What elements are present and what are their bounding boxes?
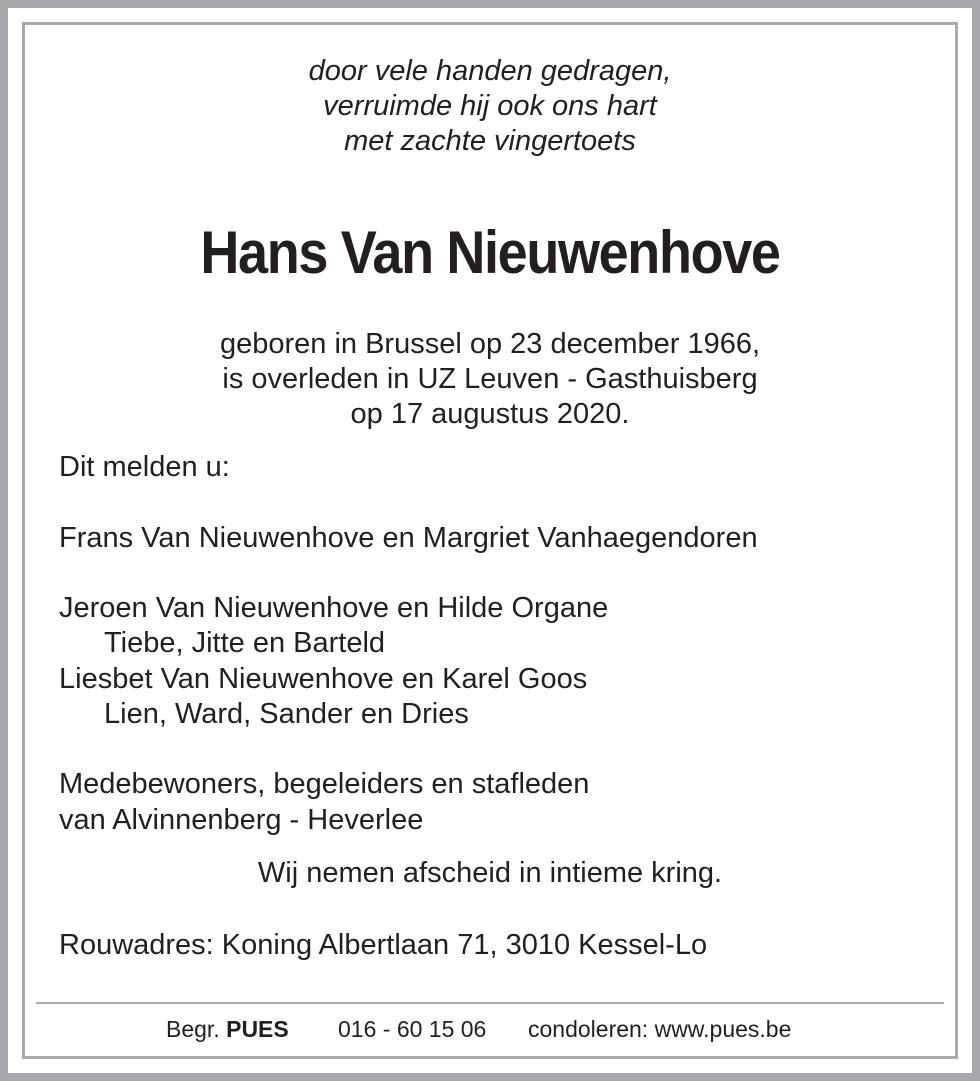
family-sibling-2-children: Lien, Ward, Sander en Dries (104, 698, 469, 730)
death-date-line: op 17 augustus 2020. (350, 398, 630, 430)
announcement-intro: Dit melden u: (59, 451, 230, 483)
mourning-address: Rouwadres: Koning Albertlaan 71, 3010 Kessel-Lo (59, 929, 708, 961)
community-line-1: Medebewoners, begeleiders en stafleden (59, 768, 590, 800)
funeral-home (166, 1015, 289, 1043)
deceased-name: Hans Van Nieuwenhove (200, 219, 780, 286)
motto-line-3: met zachte vingertoets (344, 125, 636, 157)
motto-line-2: verruimde hij ook ons hart (323, 90, 657, 122)
funeral-home-name: PUES (226, 1016, 289, 1042)
family-sibling-2: Liesbet Van Nieuwenhove en Karel Goos (59, 663, 588, 695)
death-place-line: is overleden in UZ Leuven - Gasthuisberg (222, 363, 758, 395)
motto-line-1: door vele handen gedragen, (308, 55, 672, 87)
birth-line: geboren in Brussel op 23 december 1966, (219, 328, 761, 360)
community-line-2: van Alvinnenberg - Heverlee (59, 804, 424, 836)
family-sibling-1: Jeroen Van Nieuwenhove en Hilde Organe (59, 592, 609, 624)
funeral-prefix: Begr. (166, 1016, 220, 1042)
funeral-home-phone: 016 - 60 15 06 (338, 1016, 487, 1042)
condolence-link[interactable]: condoleren: www.pues.be (528, 1016, 792, 1042)
family-parents: Frans Van Nieuwenhove en Margriet Vanhaegendoren (59, 522, 758, 554)
family-sibling-1-children: Tiebe, Jitte en Barteld (104, 627, 386, 659)
closing-statement: Wij nemen afscheid in intieme kring. (257, 857, 723, 889)
footer-divider (36, 1002, 944, 1004)
birth-death-info (0, 327, 980, 432)
motto-verse (0, 54, 980, 159)
